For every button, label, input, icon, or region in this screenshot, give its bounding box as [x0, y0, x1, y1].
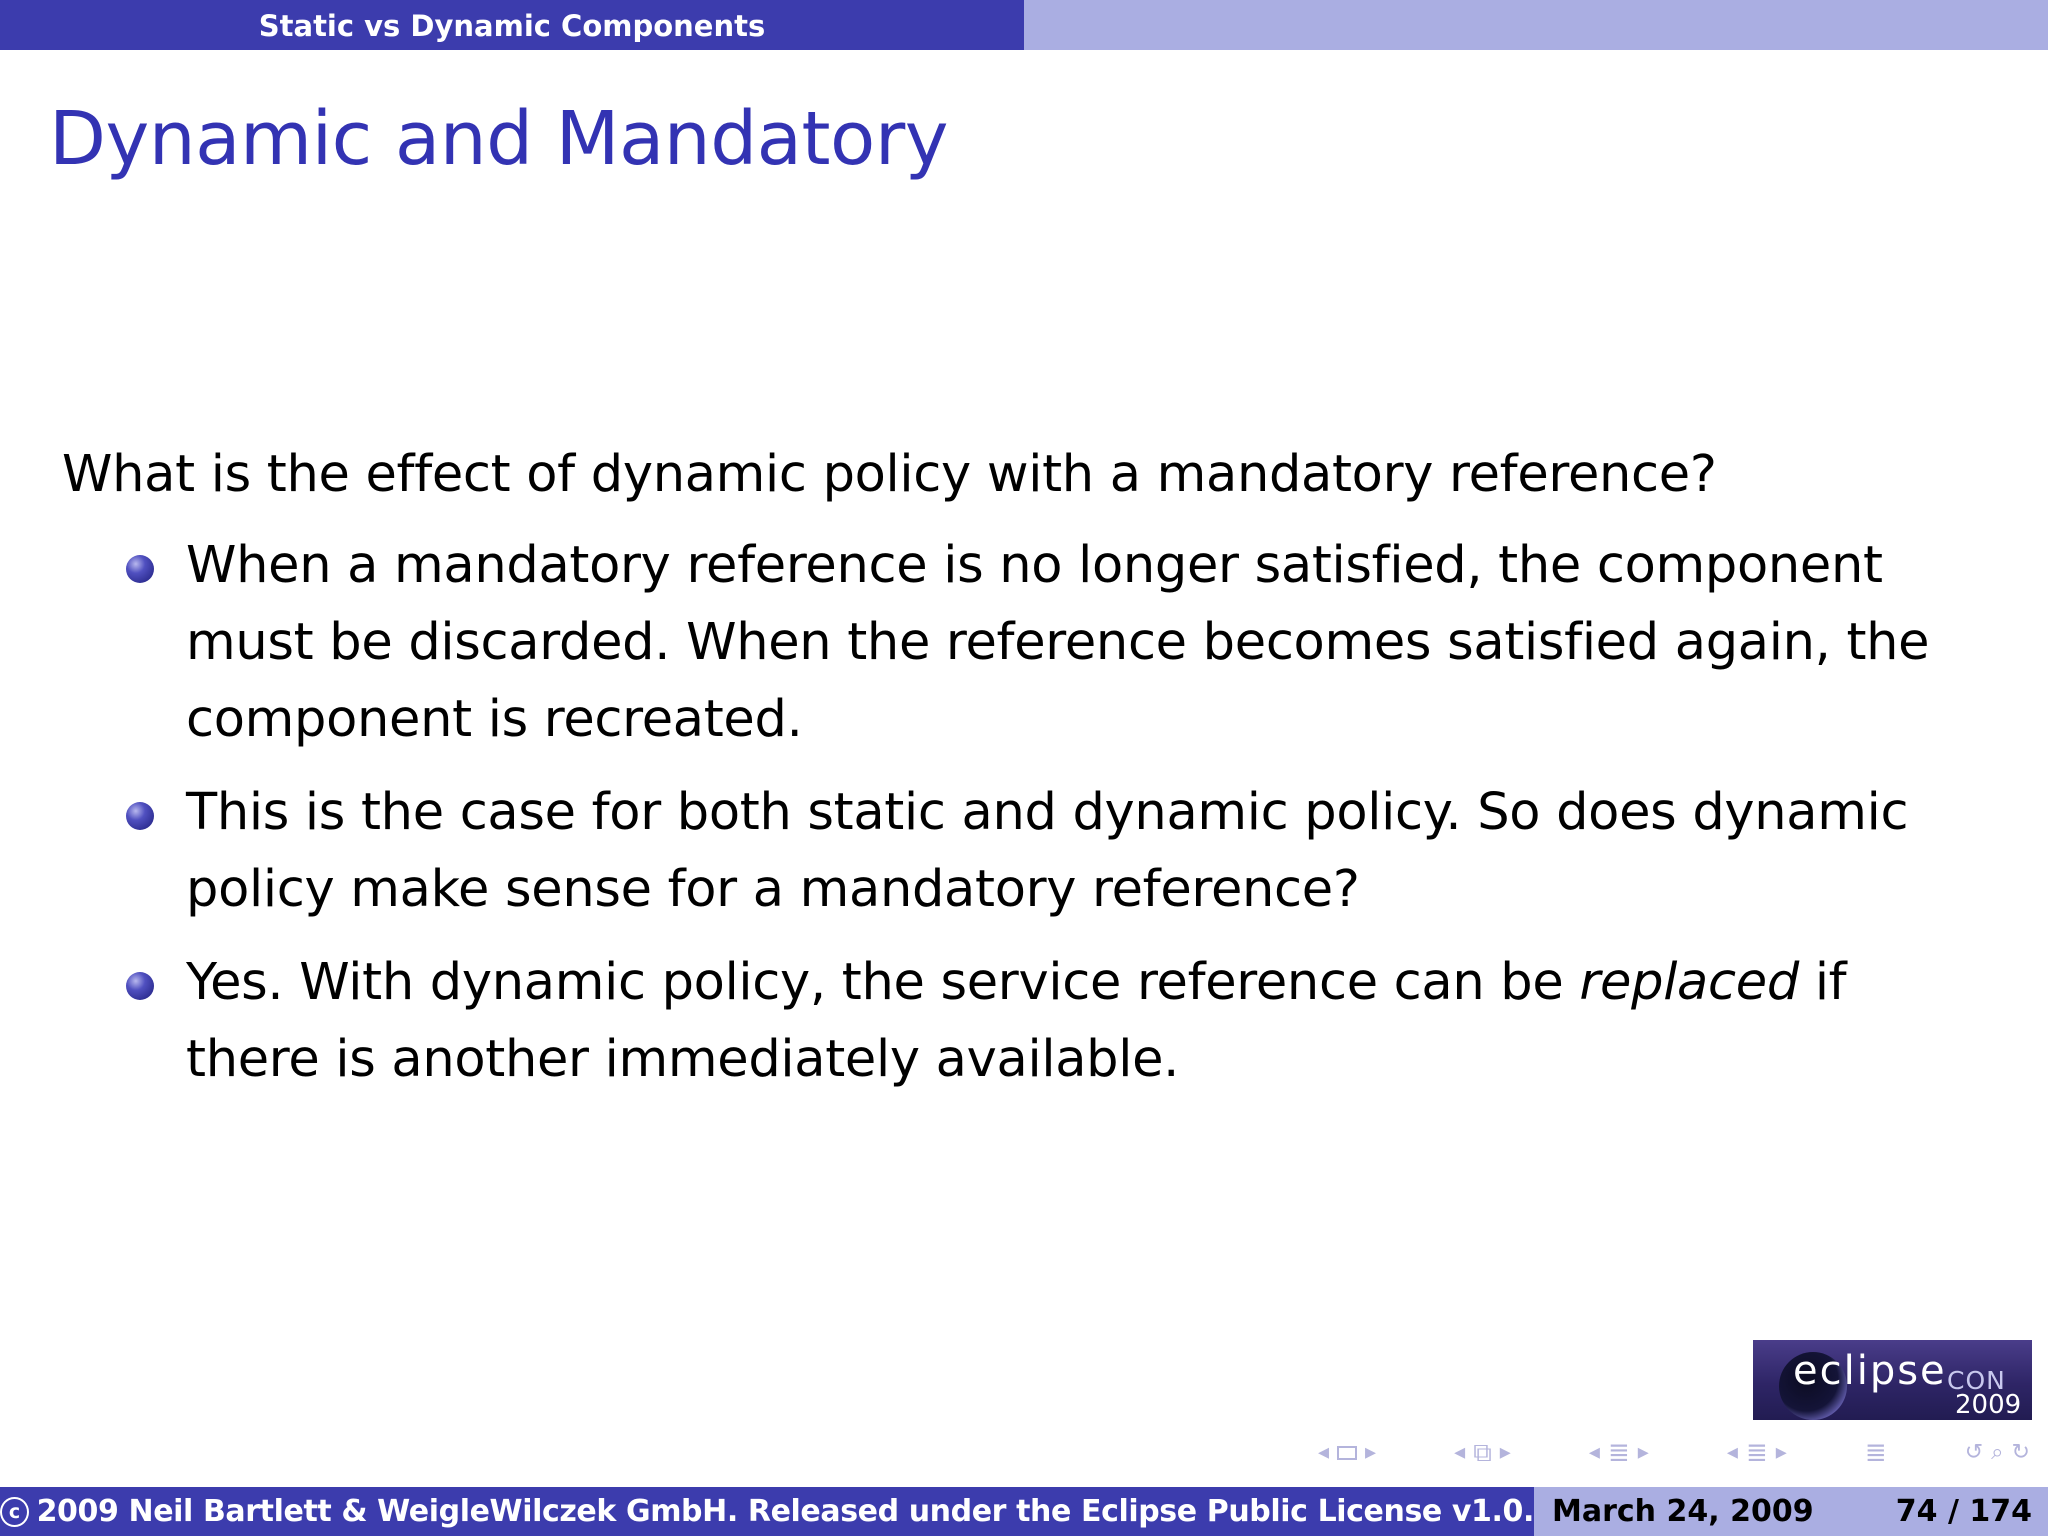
emphasized-word: replaced: [1579, 953, 1799, 1012]
prev-subsection-arrow-icon[interactable]: ◂: [1588, 1440, 1600, 1465]
footer-bar: [0, 1487, 2048, 1536]
multi-frame-icon[interactable]: ⧉: [1473, 1438, 1492, 1468]
bullet-item: [62, 944, 1992, 1098]
next-section-arrow-icon[interactable]: ▸: [1775, 1440, 1787, 1465]
nav-group-search: [1965, 1442, 2030, 1464]
question-text: What is the effect of dynamic policy with a mandatory reference?: [62, 445, 1717, 504]
next-subsection-arrow-icon[interactable]: ▸: [1637, 1440, 1649, 1465]
copyright-icon: c: [0, 1497, 29, 1527]
prev-section-arrow-icon[interactable]: ◂: [1726, 1440, 1738, 1465]
frame-icon[interactable]: [1337, 1446, 1357, 1460]
bullet-text-end: if there is another immediately available.: [186, 953, 1847, 1089]
subsection-icon[interactable]: ≣: [1607, 1438, 1630, 1468]
search-icon[interactable]: ⌕: [1991, 1440, 2004, 1465]
footer-date: March 24, 2009: [1552, 1494, 1814, 1529]
footer-info: [1534, 1487, 2048, 1536]
next-frame-arrow-icon[interactable]: ▸: [1499, 1440, 1511, 1465]
nav-group-outline: [1865, 1440, 1887, 1466]
section-title[interactable]: Static vs Dynamic Components: [0, 0, 1024, 50]
nav-group-subsection: [1589, 1440, 1649, 1466]
section-icon[interactable]: ≣: [1745, 1438, 1768, 1468]
redo-icon[interactable]: ↻: [2011, 1440, 2030, 1465]
bullet-list: [62, 527, 1992, 1098]
bullet-text: When a mandatory reference is no longer satisfied, the component must be discarded. When the reference becomes satisfied again, the component is recreated.: [186, 536, 1930, 749]
bullet-text: This is the case for both static and dynamic policy. So does dynamic policy make sense for a mandatory reference?: [186, 783, 1909, 919]
bullet-ball-icon: [126, 555, 154, 583]
page-number: 74 / 174: [1895, 1494, 2032, 1529]
bullet-ball-icon: [126, 972, 154, 1000]
outline-icon[interactable]: ≣: [1864, 1438, 1887, 1468]
bullet-text-start: Yes. With dynamic policy, the service reference can be: [186, 953, 1580, 1012]
navigation-symbols: [1318, 1436, 2030, 1470]
eclipsecon-logo: [1753, 1340, 2032, 1420]
undo-icon[interactable]: ↺: [1964, 1440, 1984, 1465]
prev-frame-arrow-icon[interactable]: ◂: [1454, 1440, 1466, 1465]
next-slide-arrow-icon[interactable]: ▸: [1365, 1440, 1377, 1465]
copyright-text: 2009 Neil Bartlett & WeigleWilczek GmbH. Released under the Eclipse Public License v1.0.: [36, 1494, 1534, 1529]
slide-content: [62, 436, 1992, 1114]
bullet-ball-icon: [126, 802, 154, 830]
bullet-item: [62, 527, 1992, 758]
logo-suffix: CON: [1947, 1366, 2006, 1395]
logo-year: 2009: [1955, 1390, 2022, 1420]
footer-copyright: [0, 1487, 1534, 1536]
nav-group-frame: [1454, 1440, 1511, 1466]
header-subsection-area: [1024, 0, 2048, 50]
header-bar: [0, 0, 2048, 50]
slide-title: Dynamic and Mandatory: [49, 96, 949, 182]
prev-slide-arrow-icon[interactable]: ◂: [1318, 1440, 1330, 1465]
nav-group-section: [1727, 1440, 1787, 1466]
nav-group-slide: [1318, 1442, 1376, 1464]
logo-wordmark: eclipse: [1793, 1348, 1947, 1394]
bullet-text: [186, 953, 1846, 1089]
bullet-item: [62, 774, 1992, 928]
